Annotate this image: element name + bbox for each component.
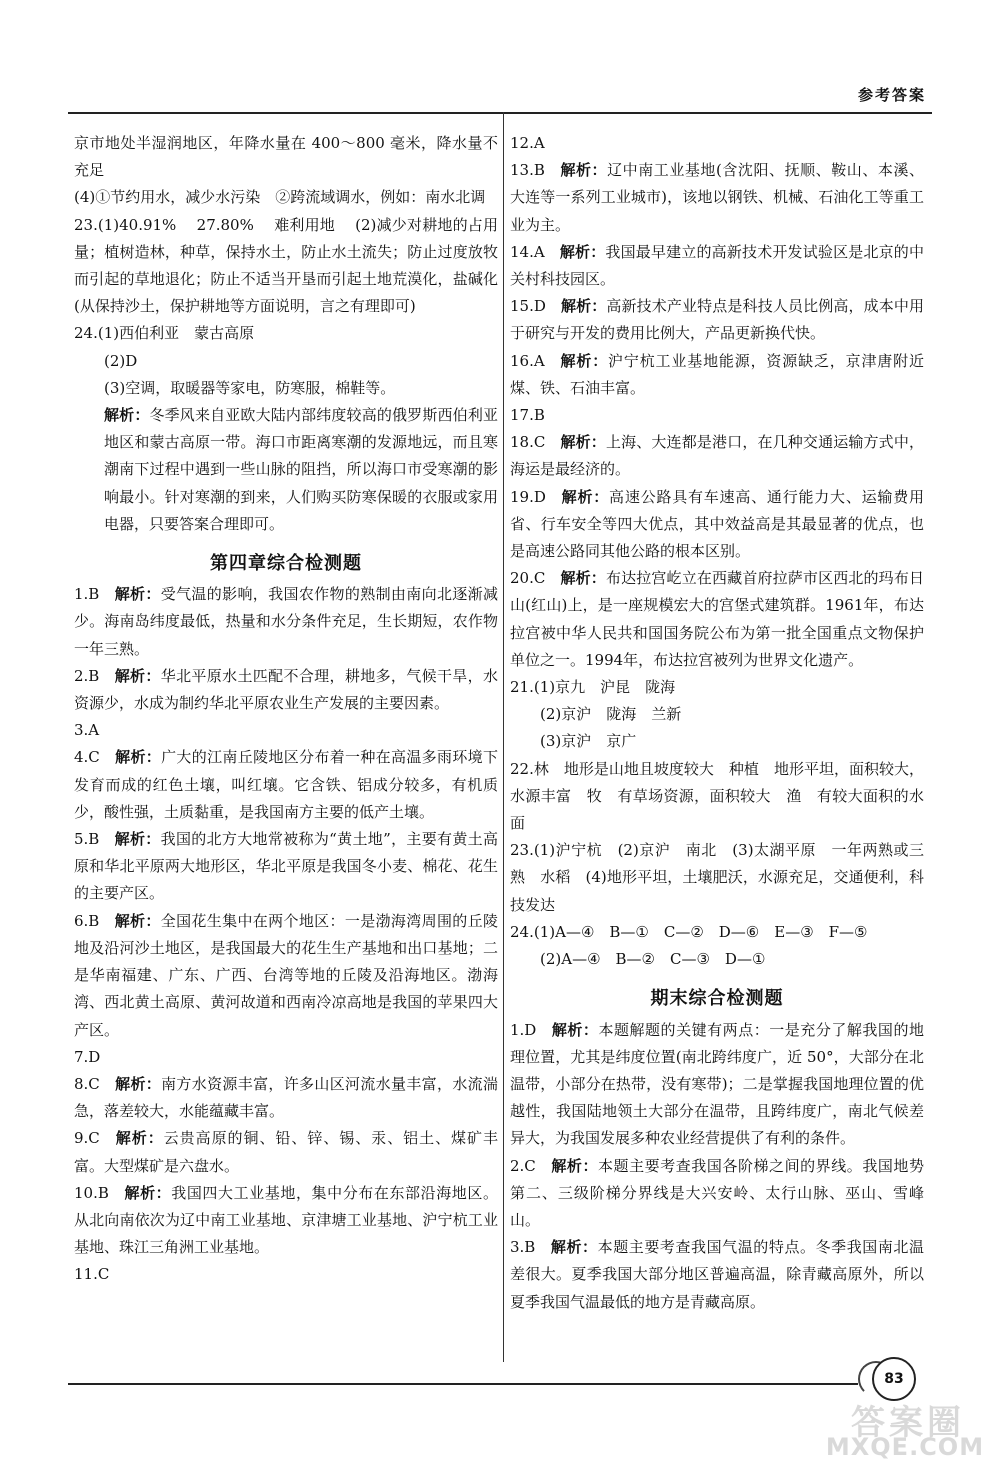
- answer-item: [510, 565, 924, 674]
- answer-text: 冬季风来自亚欧大陆内部纬度较高的俄罗斯西伯利亚地区和蒙古高原一带。海口市距离寒潮的发源地远，而且寒潮南下过程中遇到一些山脉的阻挡，所以海口市受寒潮的影响最小。针对寒潮的到来，人们购买防寒保暖的衣服或家用电器，只要答案合理即可。: [104, 406, 498, 533]
- answer-item: [510, 919, 924, 946]
- column-divider: [503, 112, 504, 1362]
- answer-item: [510, 728, 924, 755]
- answer-number: 16.A: [510, 351, 545, 370]
- answer-number: 13.B: [510, 161, 545, 180]
- answer-number: 5.B: [74, 830, 100, 849]
- answer-text: 本题解题的关键有两点：一是充分了解我国的地理位置，尤其是纬度位置(南北跨纬度广，近 50°，大部分在北温带，小部分在热带，没有寒带)；二是掌握我国地理位置的优越性，我国陆地领土大部分在温带，且跨纬度广，南北气候差异大，为我国发展多种农业经营提供了有利的条件。: [510, 1020, 924, 1148]
- answer-text: 林 地形是山地且坡度较大 种植 地形平坦，面积较大，水源丰富 牧 有草场资源，面积较大 渔 有较大面积的水面: [510, 759, 924, 833]
- analysis-label: 解析：: [114, 830, 161, 849]
- section-title: 第四章综合检测题: [210, 553, 362, 575]
- answer-item: [510, 429, 924, 483]
- answer-item: [74, 375, 498, 402]
- answer-item: [74, 908, 498, 1044]
- answer-text: 上海、大连都是港口，在几种交通运输方式中，海运是最经济的。: [510, 433, 924, 479]
- answer-item: [74, 1180, 498, 1262]
- analysis-label: 解析：: [559, 242, 606, 261]
- answer-item: [74, 212, 498, 321]
- analysis-label: 解析：: [550, 1156, 598, 1175]
- answer-item: [74, 1071, 498, 1125]
- analysis-label: 解析：: [560, 433, 606, 452]
- answer-number: 19.D: [510, 487, 546, 506]
- answer-number: 20.C: [510, 569, 546, 588]
- answer-item: [510, 946, 924, 973]
- answer-text: 我国四大工业基地，集中分布在东部沿海地区。从北向南依次为辽中南工业基地、京津塘工业基地、沪宁杭工业基地、珠江三角洲工业基地。: [74, 1183, 498, 1257]
- answer-text: (1)40.91% 27.80% 难利用地 (2)减少对耕地的占用量；植树造林，种草，保持水土，防止水土流失；防止过度放牧而引起的草地退化；防止不适当开垦而引起土地荒漠化，盐碱化(从保持沙土，保护耕地等方面说明，言之有理即可): [74, 215, 498, 316]
- answer-item: [74, 826, 498, 908]
- analysis-label: 解析：: [559, 351, 609, 370]
- answer-text: 我国最早建立的高新技术开发试验区是北京的中关村科技园区。: [510, 242, 924, 289]
- header-rule: [68, 112, 932, 114]
- answer-text: (1)西伯利亚 蒙古高原: [97, 324, 255, 343]
- answer-text: (2)京沪 陇海 兰新: [540, 705, 682, 724]
- answer-number: 1.B: [74, 585, 100, 604]
- analysis-label: 解析：: [559, 161, 608, 180]
- analysis-label: 解析：: [114, 666, 161, 685]
- answer-item: [74, 320, 498, 347]
- header-label: 参考答案: [857, 86, 926, 104]
- answer-text: 华北平原水土匹配不合理，耕地多，气候干旱，水资源少，水成为制约华北平原农业生产发展的主要因素。: [74, 666, 498, 713]
- answer-number: 17.B: [510, 406, 545, 425]
- answer-text: 全国花生集中在两个地区：一是渤海湾周围的丘陵地及沿河沙土地区，是我国最大的花生生产基地和出口基地；二是华南福建、广东、广西、台湾等地的丘陵及沿海地区。渤海湾、西北黄土高原、黄河故道和西南冷凉高地是我国的苹果四大产区。: [74, 911, 498, 1039]
- answer-text: (3)空调，取暖器等家电，防寒服，棉鞋等。: [104, 378, 396, 397]
- answer-item: [510, 239, 924, 293]
- answer-number: 10.B: [74, 1183, 109, 1202]
- answer-number: 24.: [74, 324, 98, 343]
- answer-text: 本题主要考查我国气温的特点。冬季我国南北温差很大。夏季我国大部分地区普遍高温，除青藏高原外，所以夏季我国气温最低的地方是青藏高原。: [510, 1238, 924, 1311]
- answer-number: 23.: [74, 215, 98, 234]
- watermark-top-text: 答案圈: [851, 1403, 965, 1443]
- answer-number: 22.: [510, 759, 534, 778]
- answer-number: 8.C: [74, 1074, 100, 1093]
- answer-item: [510, 402, 924, 429]
- answer-text: 云贵高原的铜、铅、锌、锡、汞、铝土、煤矿丰富。大型煤矿是六盘水。: [74, 1129, 498, 1175]
- answer-item: [510, 484, 924, 566]
- answer-item: [510, 674, 924, 701]
- analysis-label: 解析：: [560, 487, 610, 506]
- answer-text: 京市地处半湿润地区，年降水量在 400～800 毫米，降水量不充足: [74, 134, 498, 180]
- analysis-label: 解析：: [551, 1020, 599, 1039]
- analysis-label: 解析：: [560, 569, 606, 588]
- answer-item: [74, 744, 498, 826]
- analysis-label: 解析：: [114, 911, 161, 930]
- answer-number: 11.C: [74, 1265, 110, 1284]
- answer-item: [510, 157, 924, 239]
- analysis-label: 解析：: [123, 1183, 172, 1202]
- section-title: 期末综合检测题: [650, 988, 784, 1010]
- answer-item: [510, 701, 924, 728]
- answer-text: (4)①节约用水，减少水污染 ②跨流域调水，例如：南水北调: [74, 188, 486, 207]
- answer-number: 18.C: [510, 433, 546, 452]
- answer-number: 15.D: [510, 297, 546, 316]
- answer-number: 3.B: [510, 1238, 536, 1257]
- answer-item: [510, 1017, 924, 1153]
- answer-text: 本题主要考查我国各阶梯之间的界线。我国地势第二、三级阶梯分界线是大兴安岭、太行山脉、巫山、雪峰山。: [510, 1156, 924, 1229]
- answer-text: (1)沪宁杭 (2)京沪 南北 (3)太湖平原 一年两熟或三熟 水稻 (4)地形平坦，土壤肥沃，水源充足，交通便利，科技发达: [510, 841, 924, 914]
- answer-item: [510, 130, 924, 157]
- answer-text: 受气温的影响，我国农作物的熟制由南向北逐渐减少。海南岛纬度最低，热量和水分条件充足，生长期短，农作物一年三熟。: [74, 585, 498, 658]
- answer-number: 14.A: [510, 242, 545, 261]
- page-header: [0, 80, 1000, 130]
- answer-item: [74, 1044, 498, 1071]
- watermark-logo: [820, 1395, 990, 1465]
- analysis-label: 解析：: [114, 1074, 162, 1093]
- answer-item: [74, 717, 498, 744]
- answer-number: 24.: [510, 922, 534, 941]
- answer-item: [74, 184, 498, 211]
- answer-item: [510, 756, 924, 838]
- answer-text: 沪宁杭工业基地能源，资源缺乏，京津唐附近煤、铁、石油丰富。: [510, 351, 924, 397]
- answer-number: 9.C: [74, 1129, 100, 1148]
- left-column: [74, 130, 498, 1289]
- answer-text: (1)京九 沪昆 陇海: [533, 678, 676, 697]
- analysis-label: 解析：: [560, 297, 607, 316]
- answer-item: [74, 581, 498, 663]
- answer-item: [74, 130, 498, 184]
- answer-item: [510, 348, 924, 402]
- analysis-label: 解析：: [114, 748, 162, 767]
- answer-text: 广大的江南丘陵地区分布着一种在高温多雨环境下发育而成的红色土壤，叫红壤。它含铁、铝成分较多，有机质少，酸性强，土质黏重，是我国南方主要的低产土壤。: [74, 748, 498, 821]
- answer-text: (1)A—④ B—① C—② D—⑥ E—③ F—⑤: [533, 922, 868, 941]
- answer-text: 布达拉宫屹立在西藏首府拉萨市区西北的玛布日山(红山)上，是一座规模宏大的宫堡式建筑群。1961年，布达拉宫被中华人民共和国国务院公布为第一批全国重点文物保护单位之一。1994年，布达拉宫被列为世界文化遗产。: [510, 569, 924, 669]
- answer-item: [74, 402, 498, 538]
- answer-number: 21.: [510, 678, 534, 697]
- answer-item: [74, 1125, 498, 1179]
- answer-item: [74, 348, 498, 375]
- answer-number: 1.D: [510, 1020, 537, 1039]
- watermark-bottom-text: MXQE.COM: [825, 1433, 985, 1461]
- answer-number: 12.A: [510, 134, 545, 152]
- page-number: 83: [884, 1371, 904, 1387]
- analysis-label: 解析：: [114, 1129, 164, 1148]
- answer-number: 3.A: [74, 721, 100, 740]
- analysis-label: 解析：: [550, 1238, 598, 1257]
- analysis-label: 解析：: [114, 585, 161, 604]
- answer-text: 高速公路具有车速高、通行能力大、运输费用省、行车安全等四大优点，其中效益高是其最显著的优点，也是高速公路同其他公路的根本区别。: [510, 487, 924, 561]
- answer-item: [510, 837, 924, 919]
- answer-item: [510, 1153, 924, 1235]
- answer-text: (3)京沪 京广: [540, 732, 637, 751]
- answer-item: [510, 293, 924, 347]
- answer-number: 23.: [510, 841, 534, 860]
- right-column: [510, 130, 924, 1316]
- answer-text: (2)D: [104, 351, 138, 370]
- answer-text: 高新技术产业特点是科技人员比例高，成本中用于研究与开发的费用比例大，产品更新换代快。: [510, 297, 924, 343]
- answer-text: 南方水资源丰富，许多山区河流水量丰富，水流湍急，落差较大，水能蕴藏丰富。: [74, 1074, 498, 1121]
- answer-number: 2.B: [74, 666, 100, 685]
- analysis-label: 解析：: [104, 406, 150, 425]
- answer-number: 4.C: [74, 748, 100, 767]
- answer-number: 6.B: [74, 911, 100, 930]
- footer-rule: [68, 1383, 858, 1385]
- answer-number: 2.C: [510, 1156, 536, 1175]
- answer-text: 我国的北方大地常被称为“黄土地”，主要有黄土高原和华北平原两大地形区，华北平原是我国冬小麦、棉花、花生的主要产区。: [74, 830, 498, 903]
- answer-text: 辽中南工业基地(含沈阳、抚顺、鞍山、本溪、大连等一系列工业城市)，该地以钢铁、机械、石油化工等重工业为主。: [510, 161, 924, 234]
- answer-item: [74, 1261, 498, 1288]
- answer-item: [74, 663, 498, 717]
- answer-item: [510, 1234, 924, 1316]
- answer-text: (2)A—④ B—② C—③ D—①: [540, 950, 766, 969]
- answer-number: 7.D: [74, 1047, 101, 1066]
